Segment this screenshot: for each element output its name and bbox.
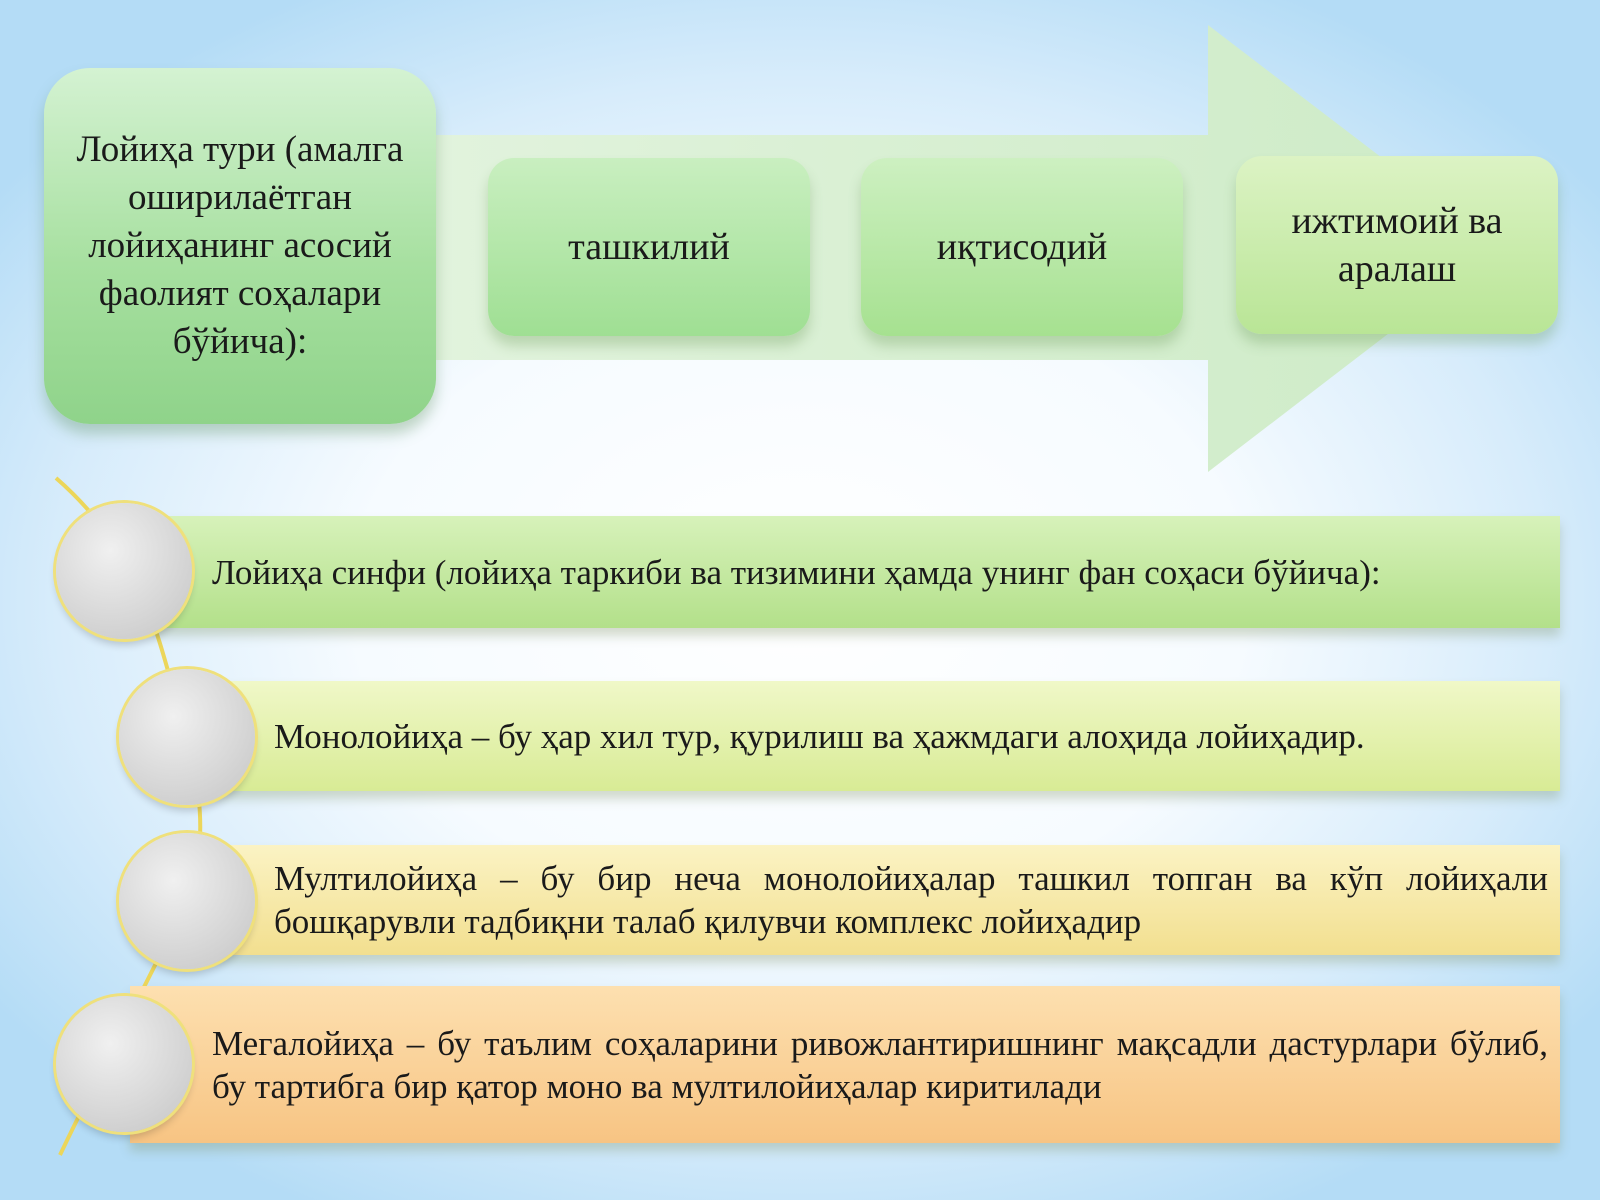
list-item-4-text: Мегалойиҳа – бу таълим соҳаларини ривожлантиришнинг мақсадли дастурлари бўлиб, бу тартибга бир қатор моно ва мултилойиҳалар киритилади <box>212 1023 1548 1106</box>
list-item-3 <box>212 845 1560 955</box>
list-item-1-text: Лойиҳа синфи (лойиҳа таркиби ва тизимини ҳамда унинг фан соҳаси бўйича): <box>212 552 1381 592</box>
process-step-3-label: ижтимоий ва аралаш <box>1291 200 1503 290</box>
process-step-2-label: иқтисодий <box>936 226 1108 268</box>
list-item-4 <box>130 986 1560 1143</box>
process-step-1-label: ташкилий <box>568 226 730 268</box>
list-bullet-1 <box>56 503 192 639</box>
list-bullet-3 <box>119 833 255 969</box>
process-label: Лойиҳа тури (амалга оширилаётган лойиҳанинг асосий фаолият соҳалари бўйича): <box>76 129 404 362</box>
list-bullet-4 <box>56 996 192 1132</box>
list-item-2 <box>212 681 1560 791</box>
list-item-1 <box>150 516 1560 628</box>
list-item-2-text: Монолойиҳа – бу ҳар хил тур, қурилиш ва ҳажмдаги алоҳида лойиҳадир. <box>274 716 1365 756</box>
list-bullet-2 <box>119 669 255 805</box>
list-item-3-text: Мултилойиҳа – бу бир неча монолойиҳалар ташкил топган ва кўп лойиҳали бошқарувли тадбиқни талаб қилувчи комплекс лойиҳадир <box>274 859 1548 941</box>
